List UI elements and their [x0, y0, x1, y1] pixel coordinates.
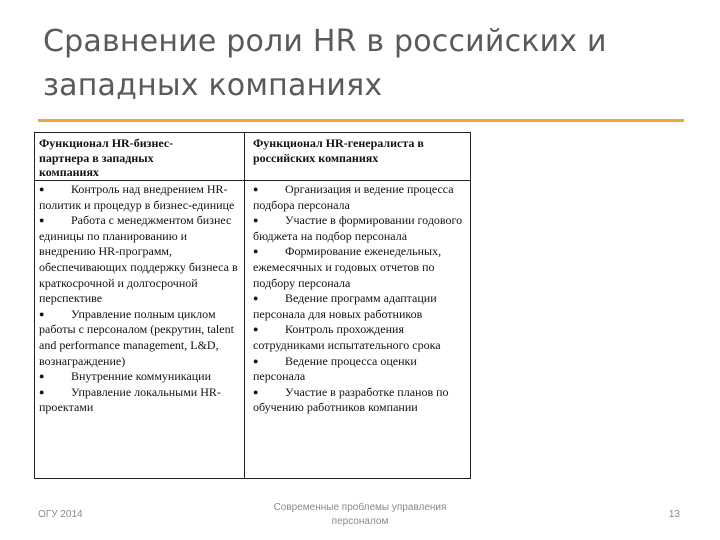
list-item — [253, 213, 468, 244]
list-item-text: Участие в разработке планов по обучению работников компании — [253, 384, 449, 415]
footer-course-title: Современные проблемы управления персоналом — [273, 502, 447, 527]
list-item-text: Контроль над внедрением HR-политик и процедур в бизнес-единице — [39, 182, 235, 212]
list-item-text: Управление полным циклом работы с персоналом (рекрутин, talent and performance management, L&D, вознаграждение) — [39, 306, 234, 368]
russian-column-header: Функционал HR-генералиста в российских компаниях — [253, 136, 424, 165]
bullet-icon: ● — [39, 184, 45, 194]
list-item — [253, 322, 468, 353]
list-item — [39, 385, 242, 416]
list-item-text: Организация и ведение процесса подбора персонала — [253, 182, 454, 212]
bullet-icon: ● — [253, 386, 259, 397]
list-item — [253, 385, 468, 416]
bullet-icon: ● — [253, 215, 259, 226]
russian-column-list — [253, 182, 468, 416]
list-item — [39, 307, 242, 369]
page-number: 13 — [668, 509, 680, 520]
list-item — [39, 369, 242, 385]
bullet-icon: ● — [253, 246, 259, 257]
footer-organization: ОГУ 2014 — [38, 509, 83, 520]
list-item — [253, 244, 468, 291]
western-column — [35, 133, 245, 478]
western-column-list — [39, 182, 242, 416]
list-item-text: Управление локальными HR-проектами — [39, 384, 221, 415]
western-column-header: Функционал HR-бизнес- партнера в западных компаниях — [39, 136, 174, 179]
russian-column — [245, 133, 470, 478]
bullet-icon: ● — [39, 386, 45, 397]
list-item-text: Контроль прохождения сотрудниками испытательного срока — [253, 322, 441, 352]
list-item-text: Формирование еженедельных, ежемесячных и годовых отчетов по подбору персонала — [253, 244, 442, 290]
bullet-icon: ● — [39, 308, 45, 319]
list-item — [253, 354, 468, 385]
list-item-text: Ведение программ адаптации персонала для новых работников — [253, 291, 437, 321]
bullet-icon: ● — [253, 324, 259, 335]
list-item-text: Внутренние коммуникации — [71, 369, 211, 384]
comparison-table — [34, 132, 471, 479]
bullet-icon: ● — [253, 184, 259, 194]
list-item-text: Ведение процесса оценки персонала — [253, 353, 417, 384]
list-item — [253, 291, 468, 322]
list-item — [39, 213, 242, 307]
slide-title: Сравнение роли HR в российских и западных компаниях — [43, 24, 607, 103]
bullet-icon: ● — [39, 371, 45, 382]
list-item-text: Работа с менеджментом бизнес единицы по планированию и внедрению HR-программ, обеспечивающих поддержку бизнеса в краткосрочной и долгосрочной перспективе — [39, 213, 238, 306]
list-item — [39, 182, 242, 213]
bullet-icon: ● — [253, 355, 259, 366]
list-item — [253, 182, 468, 213]
bullet-icon: ● — [39, 215, 45, 226]
title-divider — [38, 119, 684, 122]
bullet-icon: ● — [253, 293, 259, 304]
list-item-text: Участие в формировании годового бюджета на подбор персонала — [253, 213, 463, 243]
